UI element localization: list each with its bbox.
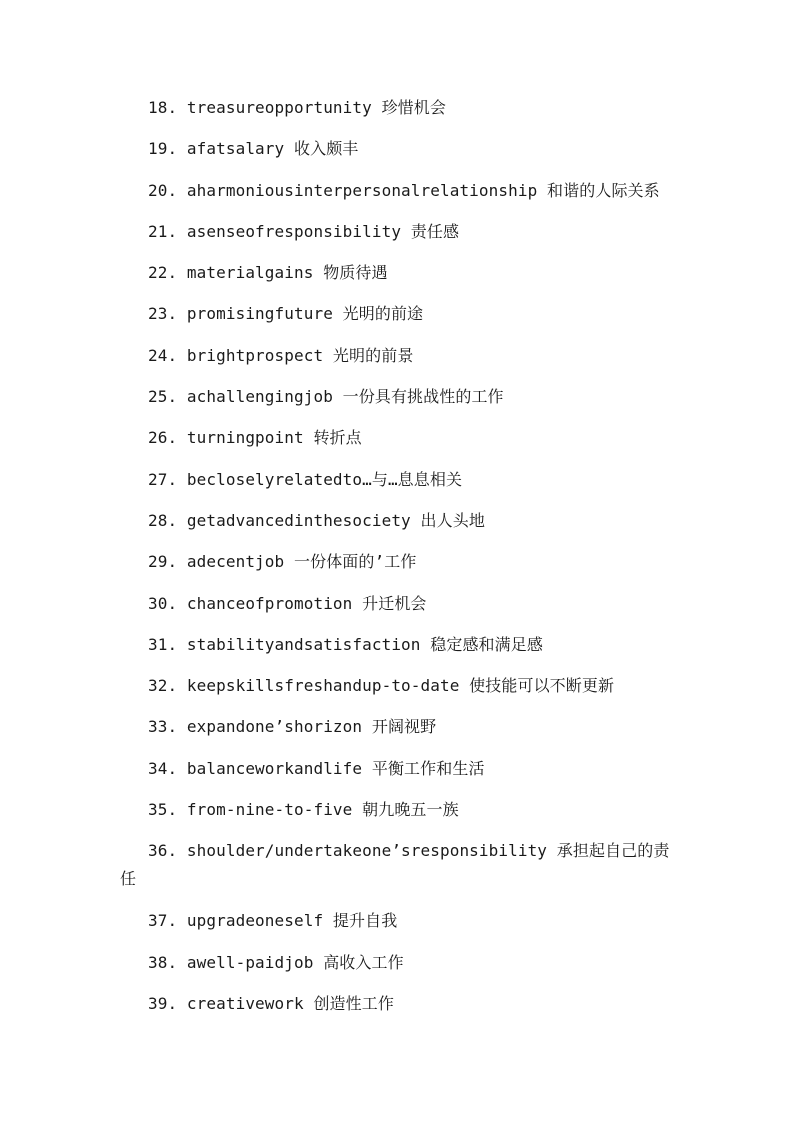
- list-item: 22. materialgains 物质待遇: [148, 263, 388, 283]
- list-item: 31. stabilityandsatisfaction 稳定感和满足感: [148, 634, 543, 654]
- list-item: 20. aharmoniousinterpersonalrelationship 和谐的人际关系: [148, 180, 660, 200]
- list-item: 19. afatsalary 收入颇丰: [148, 139, 359, 159]
- list-item: 36. shoulder/undertakeone’sresponsibility 承担起自己的责任: [120, 841, 670, 889]
- list-item: 18. treasureopportunity 珍惜机会: [148, 98, 446, 117]
- list-item: 28. getadvancedinthesociety 出人头地: [148, 510, 485, 530]
- list-item: 21. asenseofresponsibility 责任感: [148, 221, 460, 241]
- list-item: 37. upgradeoneself 提升自我: [148, 911, 398, 931]
- list-item: 32. keepskillsfreshandup-to-date 使技能可以不断更新: [148, 676, 615, 696]
- list-item: 25. achallengingjob 一份具有挑战性的工作: [148, 387, 504, 407]
- list-item: 34. balanceworkandlife 平衡工作和生活: [148, 758, 485, 778]
- list-item: 39. creativework 创造性工作: [148, 993, 394, 1013]
- list-item: 24. brightprospect 光明的前景: [148, 345, 414, 365]
- list-item: 26. turningpoint 转折点: [148, 428, 362, 448]
- list-item: 38. awell-paidjob 高收入工作: [148, 952, 404, 972]
- vocabulary-list: [120, 94, 680, 1031]
- list-item: 33. expandone’shorizon 开阔视野: [148, 717, 437, 737]
- list-item: 30. chanceofpromotion 升迁机会: [148, 593, 427, 613]
- list-item: 29. adecentjob 一份体面的’工作: [148, 552, 417, 572]
- list-item: 27. becloselyrelatedto…与…息息相关: [148, 469, 463, 489]
- list-item: 23. promisingfuture 光明的前途: [148, 304, 424, 324]
- list-item: 35. from-nine-to-five 朝九晚五一族: [148, 800, 459, 820]
